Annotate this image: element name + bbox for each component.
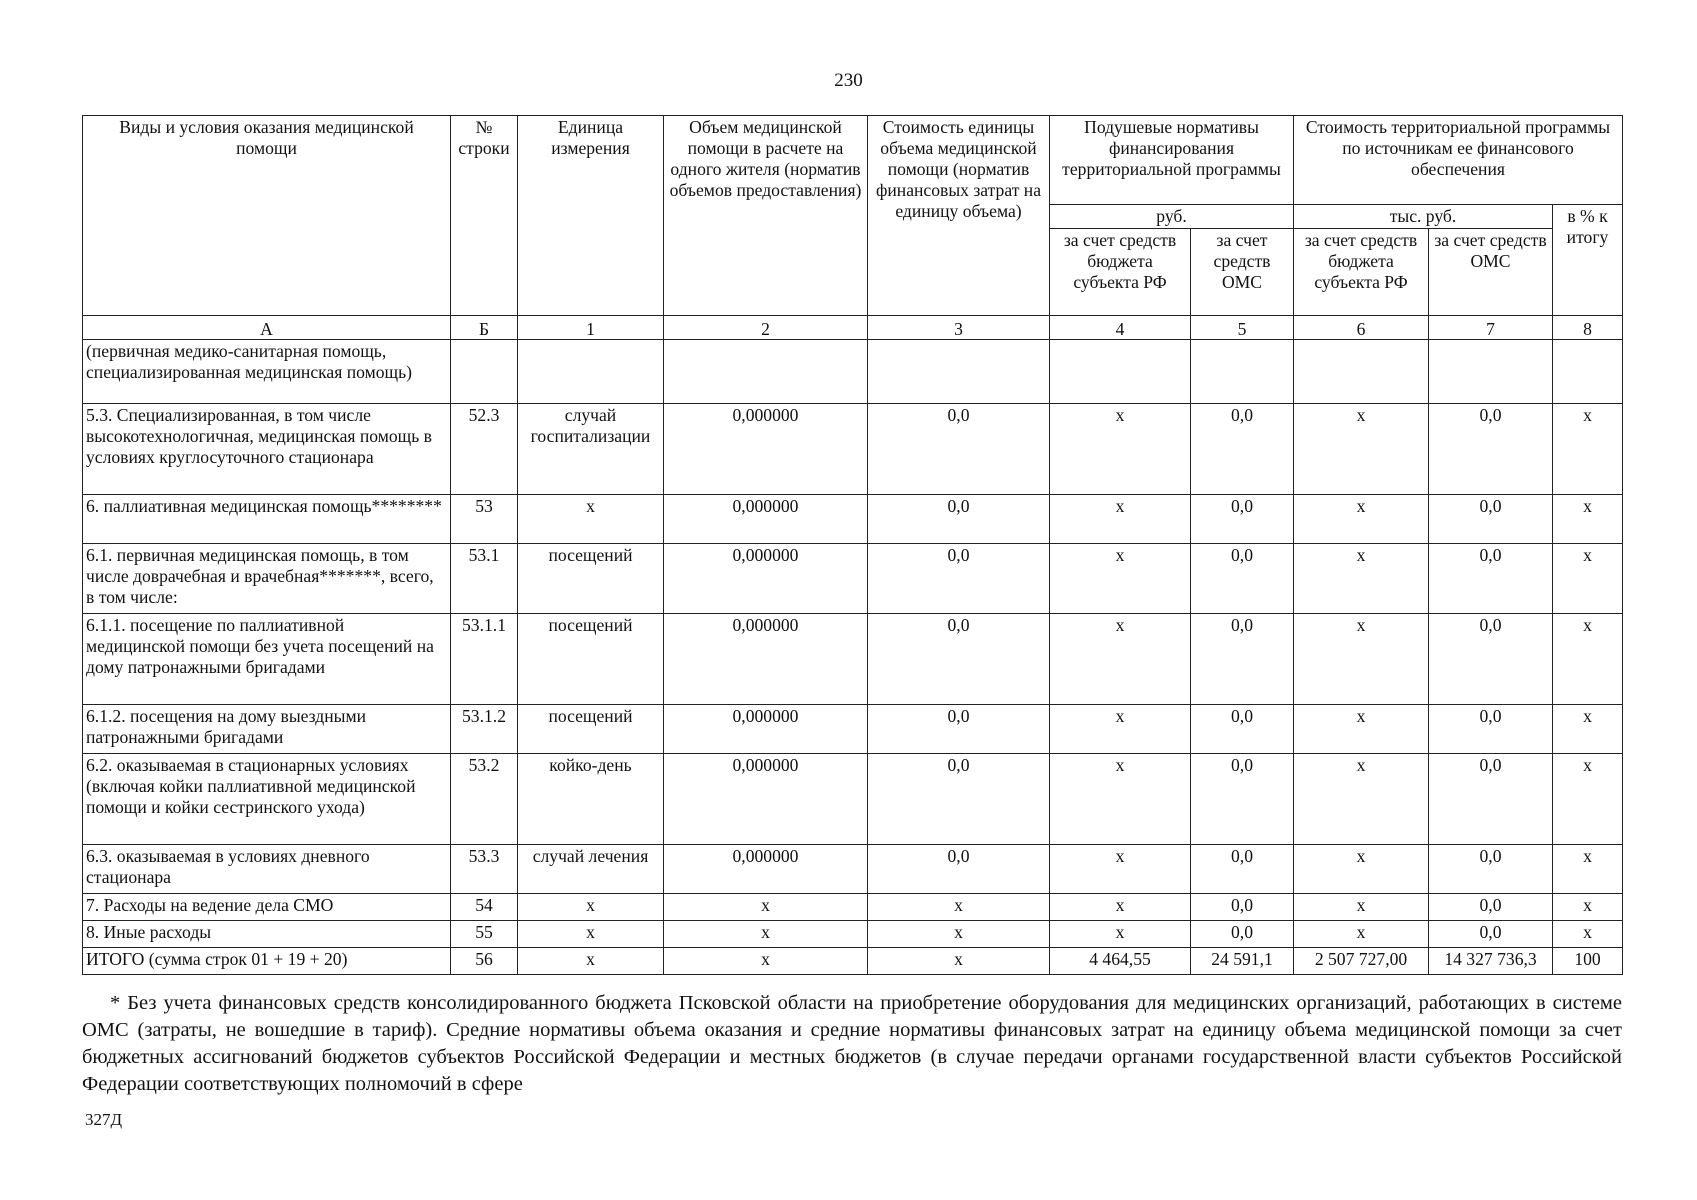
header-type: Виды и условия оказания медицинской помощи	[83, 116, 451, 316]
header-oms: за счет средств ОМС	[1191, 229, 1294, 316]
header-row-no: № строки	[451, 116, 518, 316]
document-code: 327Д	[85, 1110, 123, 1129]
cell-cost: 0,0	[868, 754, 1050, 845]
cell-name: 5.3. Специализированная, в том числе высокотехнологичная, медицинская помощь в условиях круглосуточного стационара	[83, 404, 451, 495]
col-index: 5	[1191, 316, 1294, 340]
cell-c6: х	[1294, 845, 1429, 894]
cell-row-no: 56	[451, 948, 518, 975]
cell-volume: х	[664, 948, 868, 975]
table-row	[83, 404, 1623, 495]
header-rub: руб.	[1050, 205, 1294, 229]
cell-c5: 0,0	[1191, 705, 1294, 754]
cell-name: 6.1.1. посещение по паллиативной медицинской помощи без учета посещений на дому патронажными бригадами	[83, 614, 451, 705]
cell-c7: 0,0	[1429, 894, 1553, 921]
cell-c8: х	[1553, 754, 1623, 845]
cell-c8: х	[1553, 845, 1623, 894]
cell-row-no: 53.1	[451, 544, 518, 614]
cell-row-no: 54	[451, 894, 518, 921]
cell-name: 6. паллиативная медицинская помощь********	[83, 495, 451, 544]
cell-c7: 0,0	[1429, 921, 1553, 948]
cell-volume	[664, 340, 868, 404]
cell-c7: 0,0	[1429, 754, 1553, 845]
col-index: 8	[1553, 316, 1623, 340]
cell-name: (первичная медико-санитарная помощь, специализированная медицинская помощь)	[83, 340, 451, 404]
cell-unit: х	[518, 495, 664, 544]
cell-c6: х	[1294, 614, 1429, 705]
financing-table	[82, 115, 1623, 975]
cell-c7: 0,0	[1429, 495, 1553, 544]
cell-row-no: 53	[451, 495, 518, 544]
cell-c5: 0,0	[1191, 614, 1294, 705]
cell-c6	[1294, 340, 1429, 404]
cell-unit: посещений	[518, 705, 664, 754]
cell-c7: 0,0	[1429, 614, 1553, 705]
cell-cost: х	[868, 894, 1050, 921]
cell-c8	[1553, 340, 1623, 404]
cell-cost: 0,0	[868, 404, 1050, 495]
table-header	[83, 116, 1623, 340]
cell-c5: 0,0	[1191, 495, 1294, 544]
cell-row-no: 53.3	[451, 845, 518, 894]
table-row	[83, 340, 1623, 404]
cell-c6: х	[1294, 404, 1429, 495]
cell-c8: 100	[1553, 948, 1623, 975]
cell-name: 6.3. оказываемая в условиях дневного стационара	[83, 845, 451, 894]
header-pct-total: в % к итогу	[1553, 205, 1623, 316]
col-index: 4	[1050, 316, 1191, 340]
cell-c6: х	[1294, 754, 1429, 845]
table-row	[83, 894, 1623, 921]
cell-unit: посещений	[518, 614, 664, 705]
cell-c4: х	[1050, 544, 1191, 614]
cell-volume: х	[664, 921, 868, 948]
cell-cost: 0,0	[868, 614, 1050, 705]
cell-unit: х	[518, 921, 664, 948]
cell-c4: х	[1050, 495, 1191, 544]
cell-c4: х	[1050, 754, 1191, 845]
cell-name: 6.1. первичная медицинская помощь, в том числе доврачебная и врачебная*******, всего, в том числе:	[83, 544, 451, 614]
cell-c5: 0,0	[1191, 404, 1294, 495]
cell-volume: 0,000000	[664, 845, 868, 894]
table-row	[83, 544, 1623, 614]
cell-volume: х	[664, 894, 868, 921]
page-number: 230	[834, 70, 863, 91]
cell-name: 7. Расходы на ведение дела СМО	[83, 894, 451, 921]
cell-c4: х	[1050, 845, 1191, 894]
cell-unit	[518, 340, 664, 404]
cell-cost: 0,0	[868, 544, 1050, 614]
cell-name: 8. Иные расходы	[83, 921, 451, 948]
cell-volume: 0,000000	[664, 705, 868, 754]
cell-c6: х	[1294, 705, 1429, 754]
col-index: 7	[1429, 316, 1553, 340]
cell-cost: х	[868, 921, 1050, 948]
cell-row-no: 55	[451, 921, 518, 948]
cell-cost: 0,0	[868, 495, 1050, 544]
cell-c4: 4 464,55	[1050, 948, 1191, 975]
header-budget-rf: за счет средств бюджета субъекта РФ	[1050, 229, 1191, 316]
header-program-cost: Стоимость территориальной программы по источникам ее финансового обеспечения	[1294, 116, 1623, 205]
cell-name: 6.1.2. посещения на дому выездными патронажными бригадами	[83, 705, 451, 754]
cell-c4: х	[1050, 404, 1191, 495]
header-per-capita: Подушевые нормативы финансирования территориальной программы	[1050, 116, 1294, 205]
cell-cost	[868, 340, 1050, 404]
cell-c8: х	[1553, 894, 1623, 921]
header-volume: Объем медицинской помощи в расчете на одного жителя (норматив объемов предоставления)	[664, 116, 868, 316]
cell-c5: 0,0	[1191, 845, 1294, 894]
cell-c5: 24 591,1	[1191, 948, 1294, 975]
cell-c4: х	[1050, 894, 1191, 921]
cell-unit: посещений	[518, 544, 664, 614]
table-body	[83, 340, 1623, 975]
cell-row-no: 52.3	[451, 404, 518, 495]
cell-volume: 0,000000	[664, 495, 868, 544]
cell-c8: х	[1553, 404, 1623, 495]
table-row	[83, 614, 1623, 705]
cell-c5: 0,0	[1191, 894, 1294, 921]
header-thous-rub: тыс. руб.	[1294, 205, 1553, 229]
cell-unit: койко-день	[518, 754, 664, 845]
cell-name: ИТОГО (сумма строк 01 + 19 + 20)	[83, 948, 451, 975]
table-row	[83, 845, 1623, 894]
cell-c8: х	[1553, 495, 1623, 544]
cell-c5: 0,0	[1191, 544, 1294, 614]
column-index-row	[83, 316, 1623, 340]
cell-c4	[1050, 340, 1191, 404]
cell-row-no	[451, 340, 518, 404]
cell-c8: х	[1553, 544, 1623, 614]
table-row	[83, 705, 1623, 754]
cell-c6: х	[1294, 544, 1429, 614]
cell-row-no: 53.1.1	[451, 614, 518, 705]
cell-volume: 0,000000	[664, 404, 868, 495]
col-index: 6	[1294, 316, 1429, 340]
cell-cost: 0,0	[868, 705, 1050, 754]
cell-c7: 0,0	[1429, 845, 1553, 894]
cell-row-no: 53.2	[451, 754, 518, 845]
cell-c7: 14 327 736,3	[1429, 948, 1553, 975]
cell-c8: х	[1553, 705, 1623, 754]
cell-cost: х	[868, 948, 1050, 975]
cell-c5: 0,0	[1191, 754, 1294, 845]
header-oms-2: за счет средств ОМС	[1429, 229, 1553, 316]
col-index: Б	[451, 316, 518, 340]
col-index: А	[83, 316, 451, 340]
cell-unit: случай госпитализации	[518, 404, 664, 495]
cell-c7: 0,0	[1429, 404, 1553, 495]
table-row	[83, 948, 1623, 975]
cell-c6: х	[1294, 495, 1429, 544]
table-row	[83, 754, 1623, 845]
cell-c4: х	[1050, 921, 1191, 948]
col-index: 1	[518, 316, 664, 340]
cell-c6: 2 507 727,00	[1294, 948, 1429, 975]
cell-c7: 0,0	[1429, 544, 1553, 614]
cell-volume: 0,000000	[664, 544, 868, 614]
col-index: 2	[664, 316, 868, 340]
cell-c6: х	[1294, 894, 1429, 921]
cell-volume: 0,000000	[664, 754, 868, 845]
col-index: 3	[868, 316, 1050, 340]
cell-c8: х	[1553, 614, 1623, 705]
cell-c5: 0,0	[1191, 921, 1294, 948]
cell-volume: 0,000000	[664, 614, 868, 705]
table-row	[83, 495, 1623, 544]
cell-c7: 0,0	[1429, 705, 1553, 754]
cell-c4: х	[1050, 705, 1191, 754]
cell-cost: 0,0	[868, 845, 1050, 894]
header-budget-rf-2: за счет средств бюджета субъекта РФ	[1294, 229, 1429, 316]
cell-c4: х	[1050, 614, 1191, 705]
cell-unit: х	[518, 894, 664, 921]
cell-row-no: 53.1.2	[451, 705, 518, 754]
cell-unit: случай лечения	[518, 845, 664, 894]
cell-c7	[1429, 340, 1553, 404]
cell-c8: х	[1553, 921, 1623, 948]
footnote: * Без учета финансовых средств консолидированного бюджета Псковской области на приобретение оборудования для медицинских организаций, работающих в системе ОМС (затраты, не вошедшие в тариф). Средние нормативы объема оказания и средние нормативы финансовых затрат на единицу объема медицинской помощи за счет бюджетных ассигнований бюджетов субъектов Российской Федерации и местных бюджетов (в случае передачи органами государственной власти субъектов Российской Федерации соответствующих полномочий в сфере	[82, 992, 1622, 1095]
cell-name: 6.2. оказываемая в стационарных условиях (включая койки паллиативной медицинской помощи и койки сестринского ухода)	[83, 754, 451, 845]
cell-c6: х	[1294, 921, 1429, 948]
header-cost: Стоимость единицы объема медицинской помощи (норматив финансовых затрат на единицу объема)	[868, 116, 1050, 316]
table-row	[83, 921, 1623, 948]
cell-unit: х	[518, 948, 664, 975]
cell-c5	[1191, 340, 1294, 404]
header-unit: Единица измерения	[518, 116, 664, 316]
